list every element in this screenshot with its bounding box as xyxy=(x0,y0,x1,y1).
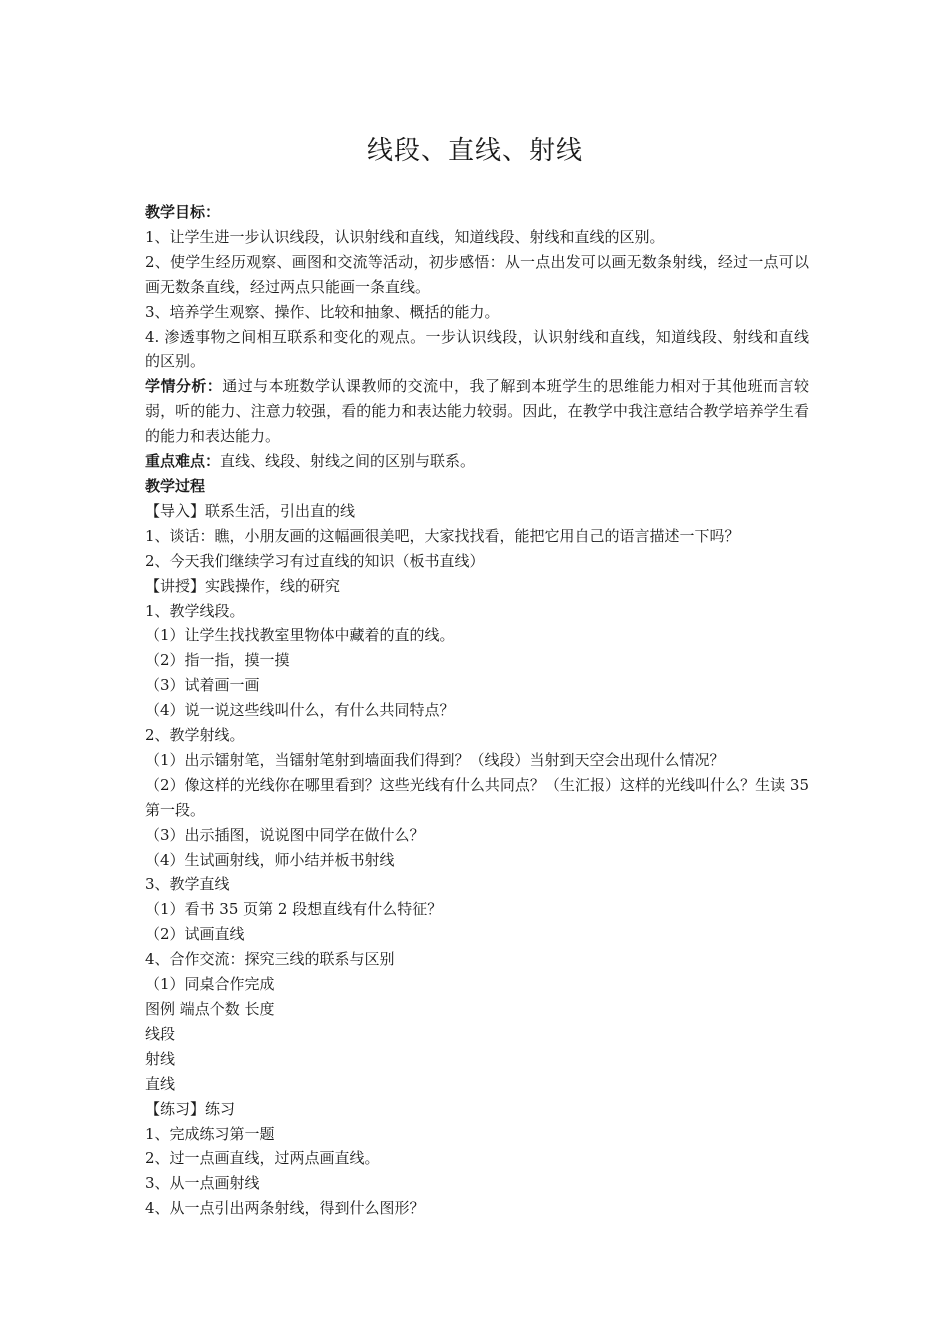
process-line: 【讲授】实践操作，线的研究 xyxy=(145,576,341,595)
key-paragraph xyxy=(145,449,809,474)
process-line: 线段 xyxy=(145,1024,176,1043)
goal-item: 4. 渗透事物之间相互联系和变化的观点。一步认识线段，认识射线和直线，知道线段、射线和直线的区别。 xyxy=(145,327,809,371)
analysis-label: 学情分析： xyxy=(145,377,223,396)
process-line: 1、教学线段。 xyxy=(145,601,245,620)
goal-item: 3、培养学生观察、操作、比较和抽象、概括的能力。 xyxy=(145,302,500,321)
process-heading: 教学过程 xyxy=(145,476,206,495)
analysis-text: 通过与本班数学认课教师的交流中，我了解到本班学生的思维能力相对于其他班而言较弱，听的能力、注意力较强，看的能力和表达能力较弱。因此，在教学中我注意结合教学培养学生看的能力和表达能力。 xyxy=(145,377,809,446)
goal-item: 1、让学生进一步认识线段，认识射线和直线，知道线段、射线和直线的区别。 xyxy=(145,227,665,246)
process-line: （4）说一说这些线叫什么，有什么共同特点？ xyxy=(145,701,455,720)
process-line: （1）看书 35 页第 2 段想直线有什么特征？ xyxy=(145,900,443,919)
process-line: （1）出示镭射笔，当镭射笔射到墙面我们得到？（线段）当射到天空会出现什么情况？ xyxy=(145,750,725,769)
process-line: 1、完成练习第一题 xyxy=(145,1124,275,1143)
process-line: 图例 端点个数 长度 xyxy=(145,1000,275,1018)
process-line: 直线 xyxy=(145,1074,176,1093)
key-text: 直线、线段、射线之间的区别与联系。 xyxy=(220,452,476,471)
process-line: （1）同桌合作完成 xyxy=(145,975,275,994)
process-line: （2）像这样的光线你在哪里看到？这些光线有什么共同点？（生汇报）这样的光线叫什么？生读 35 第一段。 xyxy=(145,775,814,819)
process-line: （3）出示插图，说说图中同学在做什么？ xyxy=(145,825,425,844)
analysis-paragraph xyxy=(145,374,809,449)
process-line: （4）生试画射线，师小结并板书射线 xyxy=(145,850,395,869)
process-line: 3、教学直线 xyxy=(145,875,230,894)
process-line: （1）让学生找找教室里物体中藏着的直的线。 xyxy=(145,626,455,645)
process-line: 2、过一点画直线，过两点画直线。 xyxy=(145,1149,380,1168)
process-line: 1、谈话：瞧，小朋友画的这幅画很美吧，大家找找看，能把它用自己的语言描述一下吗？ xyxy=(145,526,740,545)
process-line: 【导入】联系生活，引出直的线 xyxy=(145,501,356,520)
process-line: （2）指一指，摸一摸 xyxy=(145,651,290,670)
process-line: 2、今天我们继续学习有过直线的知识（板书直线） xyxy=(145,551,485,570)
goal-item: 2、使学生经历观察、画图和交流等活动，初步感悟：从一点出发可以画无数条射线，经过一点可以画无数条直线，经过两点只能画一条直线。 xyxy=(145,252,809,296)
goals-heading: 教学目标： xyxy=(145,203,221,221)
document-body xyxy=(145,200,814,1221)
process-line: 【练习】练习 xyxy=(145,1099,236,1118)
process-line: 射线 xyxy=(145,1049,176,1068)
process-line: （3）试着画一画 xyxy=(145,676,260,695)
process-line: 4、从一点引出两条射线，得到什么图形？ xyxy=(145,1199,425,1218)
process-line: （2）试画直线 xyxy=(145,925,245,944)
process-line: 3、从一点画射线 xyxy=(145,1174,260,1193)
key-label: 重点难点： xyxy=(145,452,221,471)
process-line: 4、合作交流：探究三线的联系与区别 xyxy=(145,950,395,969)
document-title: 线段、直线、射线 xyxy=(366,136,583,166)
process-line: 2、教学射线。 xyxy=(145,726,245,745)
